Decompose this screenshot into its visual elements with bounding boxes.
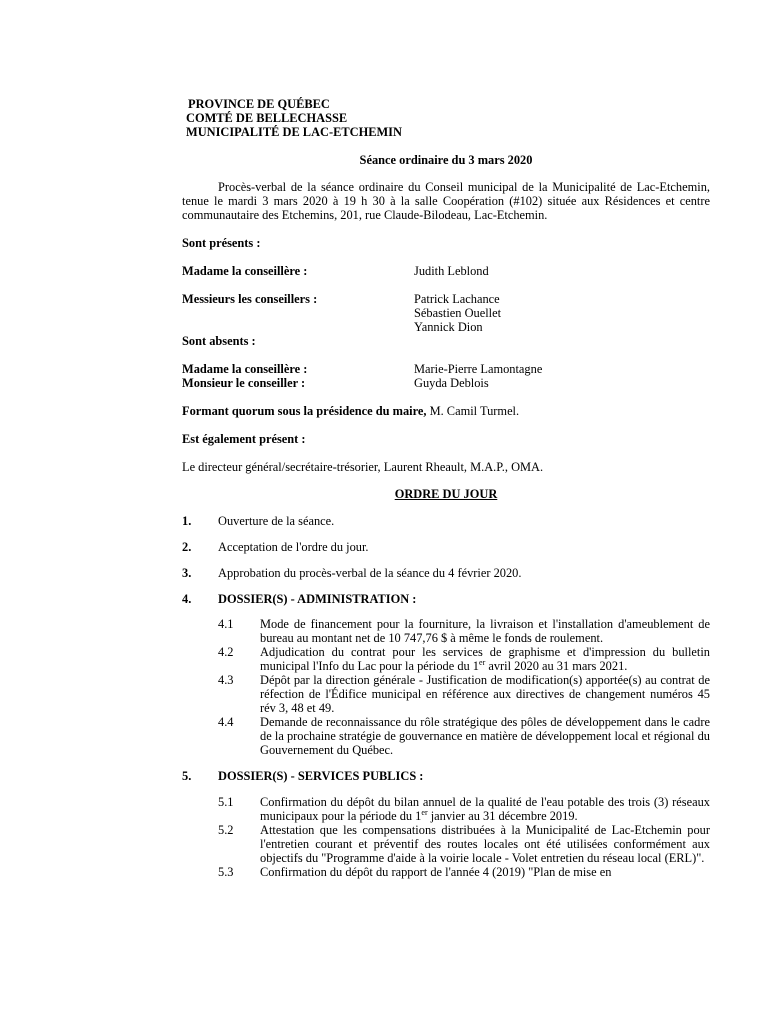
- present-heading: Sont présents :: [182, 236, 261, 250]
- present-councillor-f-name: Judith Leblond: [414, 264, 489, 278]
- document-header: [186, 97, 710, 139]
- sub-item-text: [260, 645, 710, 673]
- absent-councillor-m-label: Monsieur le conseiller :: [182, 376, 306, 390]
- sub-item-text-part: Confirmation du dépôt du bilan annuel de la qualité de l'eau potable des trois (3) réseaux municipaux pour la période du 1: [260, 795, 710, 823]
- administration-subitems: [182, 617, 710, 757]
- agenda-item: [182, 566, 710, 580]
- agenda-item-number: 1.: [182, 514, 192, 528]
- sub-item-text: Dépôt par la direction générale - Justification de modification(s) apportée(s) au contrat de réfection de l'Édifice municipal en référence aux directives de changement numéros 45 rév 3, 48 et 49.: [260, 673, 710, 715]
- present-councillors-m-label: Messieurs les conseillers :: [182, 292, 318, 306]
- sub-item-number: 5.2: [218, 823, 234, 837]
- councillor-name: Sébastien Ouellet: [414, 306, 502, 320]
- councillor-name: Patrick Lachance: [414, 292, 500, 306]
- public-services-subitems: [182, 795, 710, 879]
- session-title: Séance ordinaire du 3 mars 2020: [359, 153, 533, 167]
- intro-paragraph: Procès-verbal de la séance ordinaire du Conseil municipal de la Municipalité de Lac-Etchemin, tenue le mardi 3 mars 2020 à 19 h 30 à la salle Coopération (#102) située aux Résidences et centre communautaire des Etchemins, 201, rue Claude-Bilodeau, Lac-Etchemin.: [182, 180, 710, 222]
- province-line: PROVINCE DE QUÉBEC: [188, 97, 330, 111]
- sub-item-number: 4.3: [218, 673, 234, 687]
- sub-item-text: Attestation que les compensations distribuées à la Municipalité de Lac-Etchemin pour l'entretien courant et préventif des routes locales ont été utilisées conformément aux objectifs du "Programme d'aide à la voirie locale - Volet entretien du réseau local (ERL)".: [260, 823, 710, 865]
- agenda-item-text: Acceptation de l'ordre du jour.: [218, 540, 369, 554]
- present-councillors-m-row: [182, 292, 710, 334]
- sub-item-number: 4.2: [218, 645, 234, 659]
- agenda-title: ORDRE DU JOUR: [394, 487, 498, 501]
- quorum-rest: M. Camil Turmel.: [426, 404, 520, 418]
- quorum-bold: Formant quorum sous la présidence du maire,: [182, 404, 427, 418]
- sub-item-text-part: janvier au 31 décembre 2019.: [427, 809, 578, 823]
- section-title: DOSSIER(S) - SERVICES PUBLICS :: [218, 769, 424, 783]
- sub-item: [218, 795, 710, 823]
- sub-item-text-part: Adjudication du contrat pour les services de graphisme et d'impression du bulletin municipal l'Info du Lac pour la période du 1: [260, 645, 710, 673]
- agenda-item-text: Ouverture de la séance.: [218, 514, 335, 528]
- municipality-line: MUNICIPALITÉ DE LAC-ETCHEMIN: [186, 125, 402, 139]
- document-page: [182, 97, 710, 879]
- sub-item: [218, 673, 710, 715]
- sub-item-text: Confirmation du dépôt du rapport de l'année 4 (2019) "Plan de mise en: [260, 865, 612, 879]
- sub-item-number: 4.4: [218, 715, 234, 729]
- absent-councillor-f-name: Marie-Pierre Lamontagne: [414, 362, 543, 376]
- agenda-section-public-services: [182, 769, 710, 783]
- agenda-item-number: 3.: [182, 566, 192, 580]
- present-councillor-f-row: [182, 264, 710, 278]
- agenda-item: [182, 514, 710, 528]
- present-councillor-f-label: Madame la conseillère :: [182, 264, 308, 278]
- section-number: 5.: [182, 769, 192, 783]
- sub-item: [218, 715, 710, 757]
- sub-item: [218, 823, 710, 865]
- section-title: DOSSIER(S) - ADMINISTRATION :: [218, 592, 417, 606]
- sub-item-text: Demande de reconnaissance du rôle stratégique des pôles de développement dans le cadre de la prochaine stratégie de gouvernance en matière de développement local et régional du Gouvernement du Québec.: [260, 715, 710, 757]
- superscript: er: [421, 807, 428, 817]
- also-present-text: Le directeur général/secrétaire-trésorier, Laurent Rheault, M.A.P., OMA.: [182, 460, 544, 474]
- sub-item-number: 4.1: [218, 617, 234, 631]
- absent-councillor-f-label: Madame la conseillère :: [182, 362, 308, 376]
- agenda-item-number: 2.: [182, 540, 192, 554]
- absent-councillor-m-name: Guyda Deblois: [414, 376, 489, 390]
- present-councillors-m-names: [414, 292, 710, 334]
- sub-item: [218, 617, 710, 645]
- absent-heading: Sont absents :: [182, 334, 256, 348]
- also-present-heading: Est également présent :: [182, 432, 306, 446]
- agenda-section-administration: [182, 592, 710, 606]
- sub-item-text: [260, 795, 710, 823]
- section-number: 4.: [182, 592, 192, 606]
- sub-item: [218, 865, 710, 879]
- agenda-item: [182, 540, 710, 554]
- councillor-name: Yannick Dion: [414, 320, 483, 334]
- sub-item: [218, 645, 710, 673]
- superscript: er: [479, 657, 486, 667]
- sub-item-number: 5.1: [218, 795, 234, 809]
- sub-item-number: 5.3: [218, 865, 234, 879]
- agenda-item-text: Approbation du procès-verbal de la séance du 4 février 2020.: [218, 566, 522, 580]
- sub-item-text-part: avril 2020 au 31 mars 2021.: [485, 659, 628, 673]
- absent-councillor-f-row: [182, 362, 710, 376]
- quorum-line: [182, 404, 710, 418]
- absent-councillor-m-row: [182, 376, 710, 390]
- sub-item-text: Mode de financement pour la fourniture, la livraison et l'installation d'ameublement de bureau au montant net de 10 747,76 $ à même le fonds de roulement.: [260, 617, 710, 645]
- county-line: COMTÉ DE BELLECHASSE: [186, 111, 348, 125]
